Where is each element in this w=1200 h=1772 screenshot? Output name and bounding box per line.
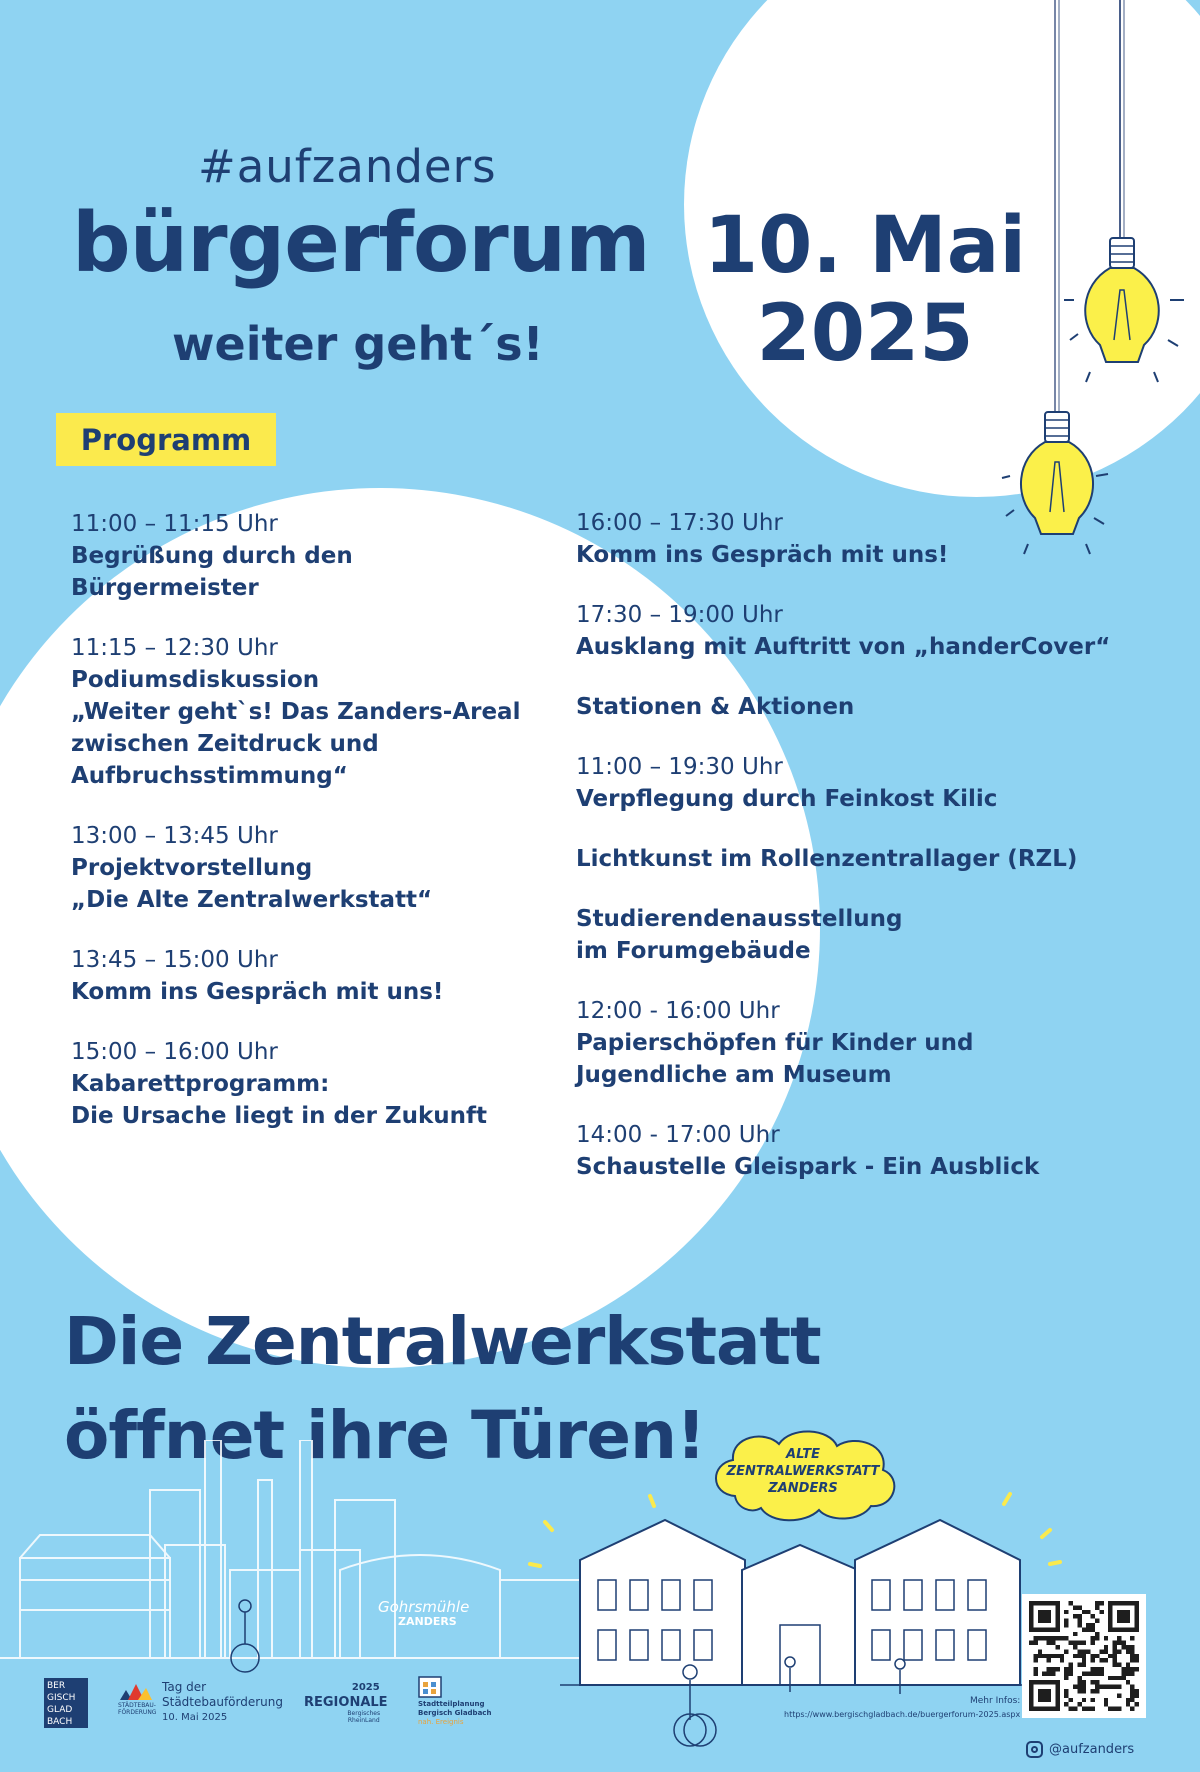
program-item — [71, 820, 591, 916]
program-title — [576, 1027, 1136, 1091]
programm-badge: Programm — [56, 413, 276, 466]
cloud-label-line: ALTE — [786, 1447, 820, 1462]
program-title — [576, 631, 1136, 663]
program-item — [576, 691, 1136, 723]
program-title-line: Jugendliche am Museum — [576, 1062, 892, 1088]
date-year: 2025 — [756, 289, 974, 379]
program-time: 17:30 – 19:00 Uhr — [576, 602, 783, 628]
hashtag: #aufzanders — [198, 140, 497, 193]
program-title — [576, 691, 1136, 723]
tag-title-line: Tag der — [162, 1680, 207, 1694]
building-sign-sub: ZANDERS — [398, 1615, 457, 1628]
program-item — [71, 632, 591, 792]
regionale-sub: Bergisches — [347, 1710, 381, 1717]
program-title-line: Stationen & Aktionen — [576, 694, 855, 720]
program-item — [576, 903, 1136, 967]
program-column-left — [71, 508, 591, 1160]
cloud-label — [720, 1446, 886, 1497]
program-item — [576, 599, 1136, 663]
cloud-label-line: ZANDERS — [768, 1481, 838, 1496]
program-time: 12:00 - 16:00 Uhr — [576, 998, 780, 1024]
staedtebau-small-line: FÖRDERUNG — [118, 1709, 157, 1716]
logo-line: BER — [47, 1681, 66, 1691]
program-title — [576, 903, 1136, 967]
headline-line: öffnet ihre Türen! — [64, 1397, 706, 1474]
program-title-line: Bürgermeister — [71, 575, 259, 601]
program-item — [576, 1119, 1136, 1183]
program-title — [576, 843, 1136, 875]
regionale-name: REGIONALE — [304, 1695, 388, 1710]
program-title-line: Lichtkunst im Rollenzentrallager (RZL) — [576, 846, 1078, 872]
program-title-line: zwischen Zeitdruck und — [71, 731, 379, 757]
program-title — [71, 976, 591, 1008]
program-item — [71, 944, 591, 1008]
mehr-infos: Mehr Infos: — [970, 1696, 1021, 1706]
program-title-line: Kabarettprogramm: — [71, 1071, 330, 1097]
program-title-line: Papierschöpfen für Kinder und — [576, 1030, 974, 1056]
program-title-line: Komm ins Gespräch mit uns! — [71, 979, 444, 1005]
tag-date: 10. Mai 2025 — [162, 1712, 228, 1723]
program-column-right — [576, 507, 1136, 1211]
bergisch-gladbach-logo — [44, 1678, 88, 1728]
stadtteil-logo-icon — [418, 1676, 442, 1698]
program-item — [576, 843, 1136, 875]
program-time: 11:00 – 19:30 Uhr — [576, 754, 783, 780]
program-title — [71, 540, 591, 604]
program-time: 11:15 – 12:30 Uhr — [71, 635, 278, 661]
program-title-line: Schaustelle Gleispark - Ein Ausblick — [576, 1154, 1040, 1180]
program-title — [576, 1151, 1136, 1183]
staedtebau-logo-icon — [118, 1678, 154, 1702]
program-title-line: „Weiter geht`s! Das Zanders-Areal — [71, 699, 521, 725]
program-item — [71, 1036, 591, 1132]
stadtteil-sub: nah. Ereignis — [418, 1718, 464, 1726]
program-title-line: Aufbruchsstimmung“ — [71, 763, 348, 789]
staedtebau-small-line: STÄDTEBAU- — [118, 1702, 156, 1709]
program-time: 15:00 – 16:00 Uhr — [71, 1039, 278, 1065]
program-item — [576, 507, 1136, 571]
program-title — [71, 852, 591, 916]
stadtteil-line: Bergisch Gladbach — [418, 1709, 492, 1717]
headline-line: Die Zentralwerkstatt — [64, 1303, 821, 1380]
program-time: 11:00 – 11:15 Uhr — [71, 511, 278, 537]
program-title-line: Begrüßung durch den — [71, 543, 353, 569]
tag-der-staedtebau — [162, 1680, 283, 1725]
program-title-line: Projektvorstellung — [71, 855, 313, 881]
regionale-year: 2025 — [351, 1682, 380, 1693]
program-title — [576, 539, 1136, 571]
program-title-line: Ausklang mit Auftritt von „handerCover“ — [576, 634, 1111, 660]
program-title-line: Studierendenausstellung — [576, 906, 903, 932]
logo-line: GISCH — [47, 1693, 76, 1703]
cloud-label-line: ZENTRALWERKSTATT — [726, 1464, 880, 1479]
event-date — [700, 202, 1030, 378]
staedtebau-small — [118, 1702, 156, 1716]
program-title — [576, 783, 1136, 815]
more-info-url[interactable]: https://www.bergischgladbach.de/buergerforum-2025.aspx — [784, 1710, 1021, 1719]
program-title-line: im Forumgebäude — [576, 938, 811, 964]
qr-code[interactable] — [1022, 1594, 1146, 1718]
program-title-line: Komm ins Gespräch mit uns! — [576, 542, 949, 568]
instagram-handle[interactable] — [1026, 1741, 1134, 1758]
program-time: 14:00 - 17:00 Uhr — [576, 1122, 780, 1148]
program-item — [576, 995, 1136, 1091]
program-title — [71, 664, 591, 792]
building-sign: Gohrsmühle — [378, 1598, 470, 1616]
date-day-month: 10. Mai — [703, 201, 1027, 291]
stadtteil-logo — [418, 1700, 491, 1727]
page-title: bürgerforum — [72, 196, 650, 291]
program-title-line: „Die Alte Zentralwerkstatt“ — [71, 887, 433, 913]
program-time: 16:00 – 17:30 Uhr — [576, 510, 783, 536]
subtitle: weiter geht´s! — [172, 317, 544, 371]
instagram-label: @aufzanders — [1049, 1742, 1135, 1757]
program-time: 13:45 – 15:00 Uhr — [71, 947, 278, 973]
program-item — [71, 508, 591, 604]
regionale-logo — [304, 1680, 388, 1724]
program-title-line: Verpflegung durch Feinkost Kilic — [576, 786, 998, 812]
tag-title-line: Städtebauförderung — [162, 1695, 284, 1709]
program-time: 13:00 – 13:45 Uhr — [71, 823, 278, 849]
program-title-line: Podiumsdiskussion — [71, 667, 320, 693]
program-item — [576, 751, 1136, 815]
logo-line: BACH — [47, 1717, 73, 1727]
lightbulb-icon — [1000, 0, 1110, 560]
logo-line: GLAD — [47, 1705, 73, 1715]
program-title-line: Die Ursache liegt in der Zukunft — [71, 1103, 488, 1129]
program-title — [71, 1068, 591, 1132]
regionale-sub: RheinLand — [347, 1717, 380, 1724]
instagram-icon — [1026, 1741, 1043, 1758]
stadtteil-line: Stadtteilplanung — [418, 1700, 485, 1708]
